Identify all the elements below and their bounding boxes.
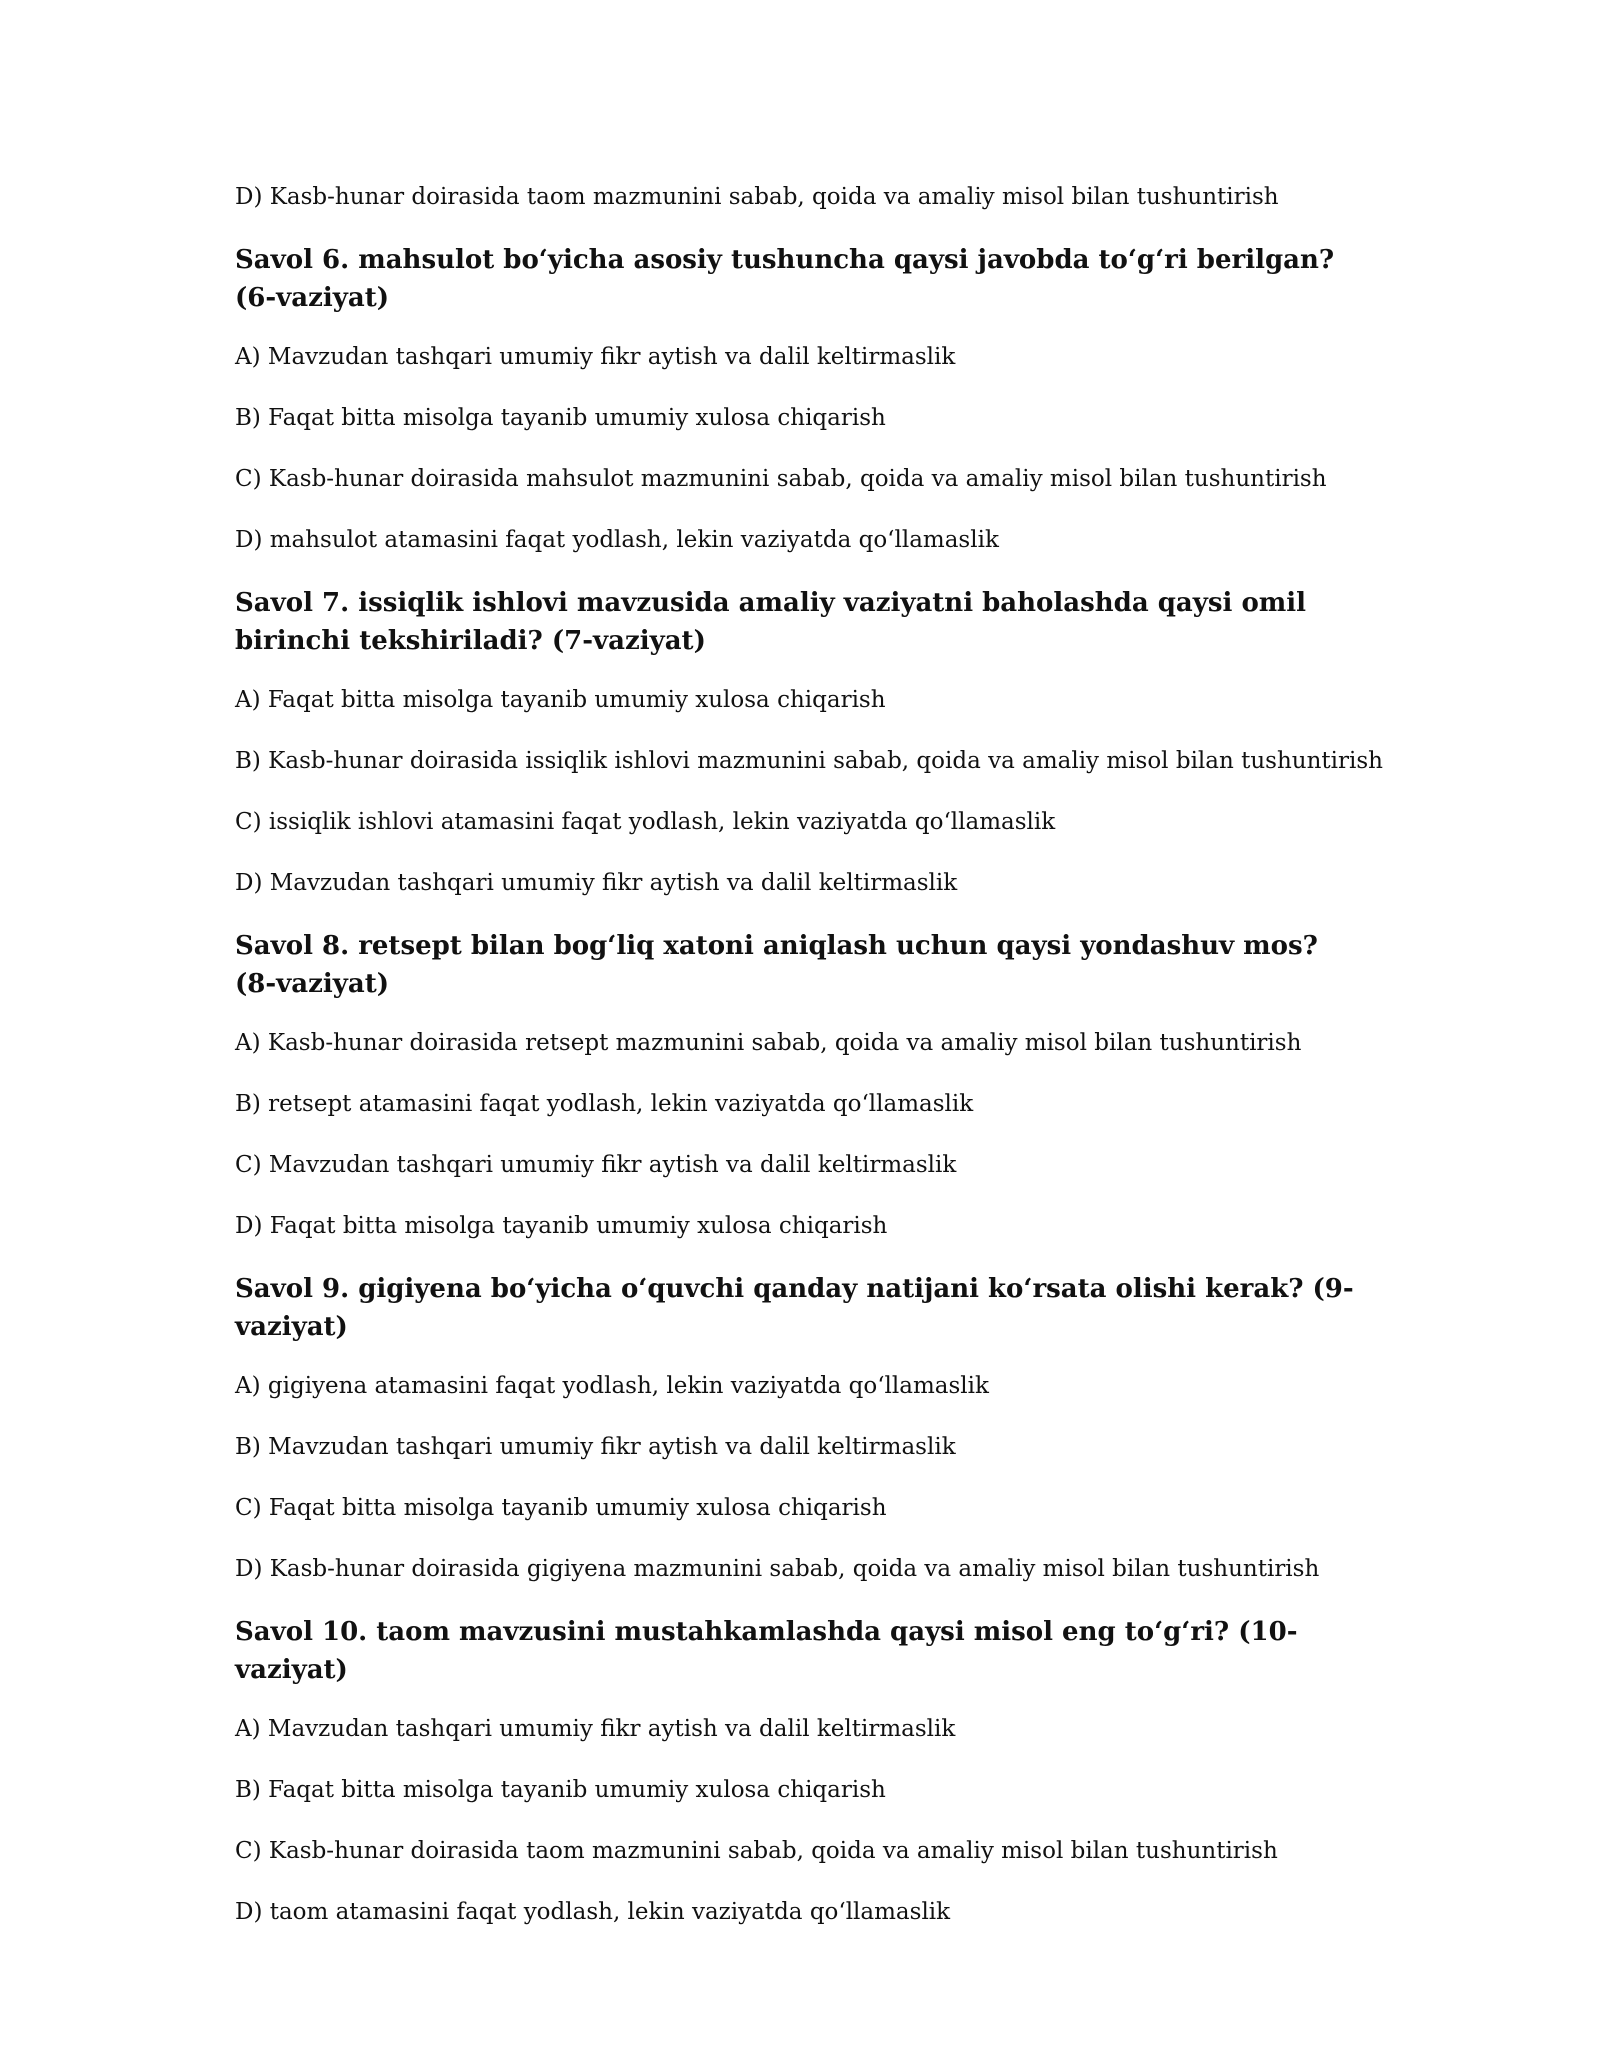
document-page <box>235 180 1415 1956</box>
option-b: B) Kasb-hunar doirasida issiqlik ishlovi mazmunini sabab, qoida va amaliy misol bilan tushuntirish <box>235 748 1383 774</box>
question-7 <box>235 584 1415 900</box>
option-b: B) Faqat bitta misolga tayanib umumiy xulosa chiqarish <box>235 405 886 431</box>
option-b: B) Mavzudan tashqari umumiy fikr aytish va dalil keltirmaslik <box>235 1434 956 1460</box>
option-a: A) Kasb-hunar doirasida retsept mazmunini sabab, qoida va amaliy misol bilan tushuntirish <box>235 1030 1302 1056</box>
option-d: D) Kasb-hunar doirasida gigiyena mazmunini sabab, qoida va amaliy misol bilan tushuntirish <box>235 1556 1320 1582</box>
question-8 <box>235 927 1415 1243</box>
option-c: C) issiqlik ishlovi atamasini faqat yodlash, lekin vaziyatda qo‘llamaslik <box>235 809 1056 835</box>
question-title: Savol 10. taom mavzusini mustahkamlashda qaysi misol eng to‘g‘ri? (10-vaziyat) <box>235 1617 1298 1685</box>
question-title: Savol 8. retsept bilan bog‘liq xatoni aniqlash uchun qaysi yondashuv mos? (8-vaziyat) <box>235 931 1318 999</box>
option-d: D) Faqat bitta misolga tayanib umumiy xulosa chiqarish <box>235 1213 888 1239</box>
option-a: A) gigiyena atamasini faqat yodlash, lekin vaziyatda qo‘llamaslik <box>235 1373 989 1399</box>
option-b: B) retsept atamasini faqat yodlash, lekin vaziyatda qo‘llamaslik <box>235 1091 974 1117</box>
question-6 <box>235 241 1415 557</box>
question-10 <box>235 1613 1415 1929</box>
option-a: A) Mavzudan tashqari umumiy fikr aytish va dalil keltirmaslik <box>235 1716 956 1742</box>
option-c: C) Kasb-hunar doirasida mahsulot mazmunini sabab, qoida va amaliy misol bilan tushuntirish <box>235 466 1327 492</box>
previous-question-option-d: D) Kasb-hunar doirasida taom mazmunini sabab, qoida va amaliy misol bilan tushuntirish <box>235 184 1279 210</box>
option-c: C) Mavzudan tashqari umumiy fikr aytish va dalil keltirmaslik <box>235 1152 957 1178</box>
question-title: Savol 7. issiqlik ishlovi mavzusida amaliy vaziyatni baholashda qaysi omil birinchi tekshiriladi? (7-vaziyat) <box>235 588 1307 656</box>
option-d: D) Mavzudan tashqari umumiy fikr aytish va dalil keltirmaslik <box>235 870 958 896</box>
option-b: B) Faqat bitta misolga tayanib umumiy xulosa chiqarish <box>235 1777 886 1803</box>
option-a: A) Faqat bitta misolga tayanib umumiy xulosa chiqarish <box>235 687 886 713</box>
option-c: C) Faqat bitta misolga tayanib umumiy xulosa chiqarish <box>235 1495 887 1521</box>
question-title: Savol 9. gigiyena bo‘yicha o‘quvchi qanday natijani ko‘rsata olishi kerak? (9-vaziyat) <box>235 1274 1354 1342</box>
option-d: D) mahsulot atamasini faqat yodlash, lekin vaziyatda qo‘llamaslik <box>235 527 999 553</box>
question-9 <box>235 1270 1415 1586</box>
question-title: Savol 6. mahsulot bo‘yicha asosiy tushuncha qaysi javobda to‘g‘ri berilgan? (6-vaziyat) <box>235 245 1335 313</box>
option-d: D) taom atamasini faqat yodlash, lekin vaziyatda qo‘llamaslik <box>235 1899 951 1925</box>
option-c: C) Kasb-hunar doirasida taom mazmunini sabab, qoida va amaliy misol bilan tushuntirish <box>235 1838 1278 1864</box>
option-a: A) Mavzudan tashqari umumiy fikr aytish va dalil keltirmaslik <box>235 344 956 370</box>
